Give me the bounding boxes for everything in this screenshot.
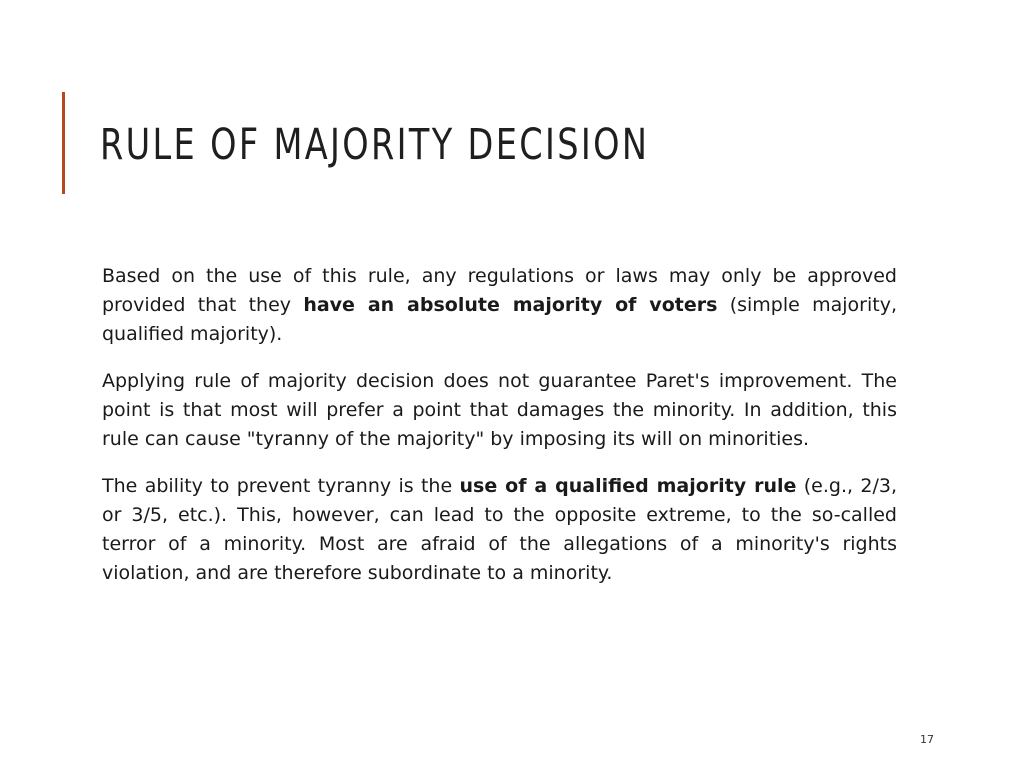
- paragraph-2: Applying rule of majority decision does not guarantee Paret's improvement. The point is that most will prefer a point that damages the minority. In addition, this rule can cause "tyranny of the majority" by imposing its will on minorities.: [102, 370, 897, 450]
- page-number: 17: [920, 733, 934, 746]
- paragraph-3-bold-phrase: use of a qualified majority rule: [459, 475, 797, 497]
- paragraph-1-text-start: Based on the use of this rule, any regulations or laws may only be approved provided that they: [102, 265, 897, 316]
- slide-title: RULE OF MAJORITY DECISION: [100, 120, 650, 170]
- paragraph-3: [102, 472, 897, 588]
- paragraph-3-text-end: (e.g., 2/3, or 3/5, etc.). This, however, can lead to the opposite extreme, to the so-called terror of a minority. Most are afraid of the allegations of a minority's rights violation, and are therefore subordinate to a minority.: [102, 475, 897, 584]
- paragraph-1: [102, 262, 897, 349]
- title-accent-bar: [62, 92, 65, 194]
- slide-body: [102, 262, 897, 606]
- paragraph-1-text-end: (simple majority, qualified majority).: [102, 294, 898, 345]
- paragraph-3-text-start: The ability to prevent tyranny is the: [102, 475, 460, 497]
- paragraph-1-bold-phrase: have an absolute majority of voters: [303, 294, 718, 316]
